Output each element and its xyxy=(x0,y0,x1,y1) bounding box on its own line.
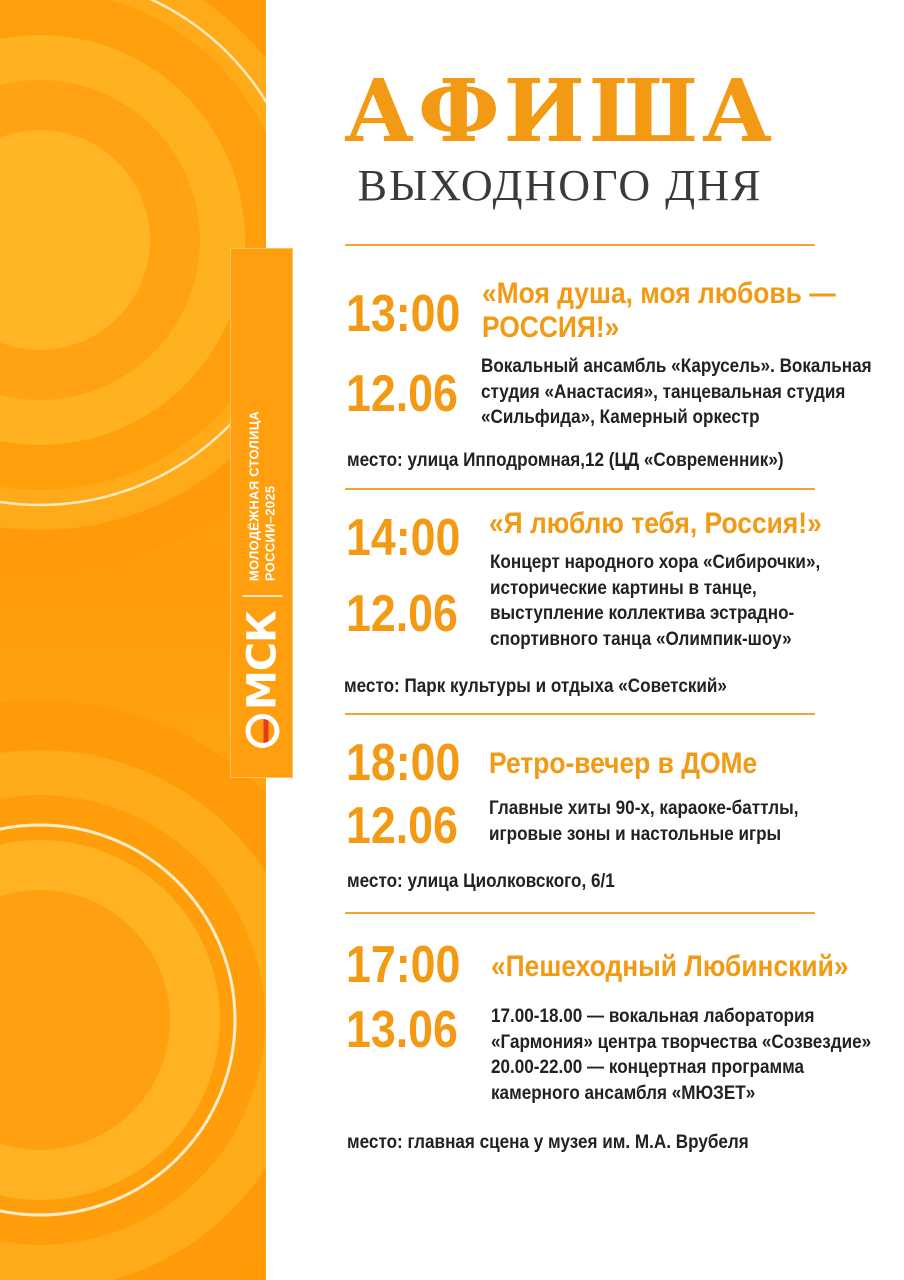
event-desc-line: камерного ансамбля «МЮЗЕТ» xyxy=(491,1082,756,1104)
brand-caption xyxy=(246,411,278,581)
event-date: 12.06 xyxy=(346,365,458,423)
omsk-logo xyxy=(239,611,285,748)
brand-caption-line1: МОЛОДЁЖНАЯ СТОЛИЦА xyxy=(245,410,261,582)
event-desc-line: студия «Анастасия», танцевальная студия xyxy=(481,381,846,403)
brand-logo-panel xyxy=(230,248,293,778)
event-title xyxy=(491,950,849,984)
event-desc-line: «Гармония» центра творчества «Созвездие» xyxy=(491,1031,872,1053)
event-title xyxy=(482,277,836,345)
divider xyxy=(345,713,815,715)
event-place: место: Парк культуры и отдыха «Советский» xyxy=(344,676,727,697)
brand-divider xyxy=(242,595,282,597)
event-date: 12.06 xyxy=(346,797,458,855)
event-description xyxy=(481,354,872,431)
divider xyxy=(345,488,815,490)
event-title xyxy=(489,747,757,781)
event-time: 18:00 xyxy=(346,734,461,792)
event-date: 12.06 xyxy=(346,585,458,643)
event-desc-line: Концерт народного хора «Сибирочки», xyxy=(490,552,821,573)
event-place: место: главная сцена у музея им. М.А. Врубеля xyxy=(347,1132,749,1153)
event-desc-line: «Сильфида», Камерный оркестр xyxy=(481,407,760,428)
event-time: 14:00 xyxy=(346,509,461,567)
divider xyxy=(345,244,815,246)
event-desc-line: спортивного танца «Олимпик-шоу» xyxy=(490,628,792,650)
brand-caption-line2: РОССИИ–2025 xyxy=(261,485,277,582)
event-description xyxy=(490,550,820,652)
event-description xyxy=(489,796,798,847)
event-desc-line: игровые зоны и настольные игры xyxy=(489,823,782,845)
decorative-side-panel xyxy=(0,0,266,1280)
event-place: место: улица Ипподромная,12 (ЦД «Современник») xyxy=(347,450,784,471)
event-desc-line: Главные хиты 90-х, караоке-баттлы, xyxy=(489,798,799,819)
event-title-line: «Пешеходный Любинский» xyxy=(491,950,849,983)
event-title-line: РОССИЯ!» xyxy=(482,311,620,344)
divider xyxy=(345,912,815,914)
event-desc-line: исторические картины в танце, xyxy=(490,577,757,599)
event-desc-line: 17.00-18.00 — вокальная лаборатория xyxy=(491,1006,815,1027)
logo-circle-icon xyxy=(245,714,279,748)
page-title: АФИША xyxy=(344,61,776,162)
event-description xyxy=(491,1004,871,1106)
event-desc-line: Вокальный ансамбль «Карусель». Вокальная xyxy=(481,356,872,377)
event-title-line: Ретро-вечер в ДОМе xyxy=(489,747,758,780)
event-title-line: «Я люблю тебя, Россия!» xyxy=(489,507,822,540)
decorative-circles xyxy=(0,0,266,1280)
event-title-line: «Моя душа, моя любовь — xyxy=(482,277,836,310)
event-time: 13:00 xyxy=(346,285,461,343)
page-subtitle: ВЫХОДНОГО ДНЯ xyxy=(357,161,763,210)
event-time: 17:00 xyxy=(346,936,461,994)
event-desc-line: выступление коллектива эстрадно- xyxy=(490,603,795,624)
event-place: место: улица Циолковского, 6/1 xyxy=(347,871,615,892)
logo-text: МСК xyxy=(238,611,285,710)
event-desc-line: 20.00-22.00 — концертная программа xyxy=(491,1057,805,1078)
event-title xyxy=(489,507,822,541)
event-date: 13.06 xyxy=(346,1001,458,1059)
